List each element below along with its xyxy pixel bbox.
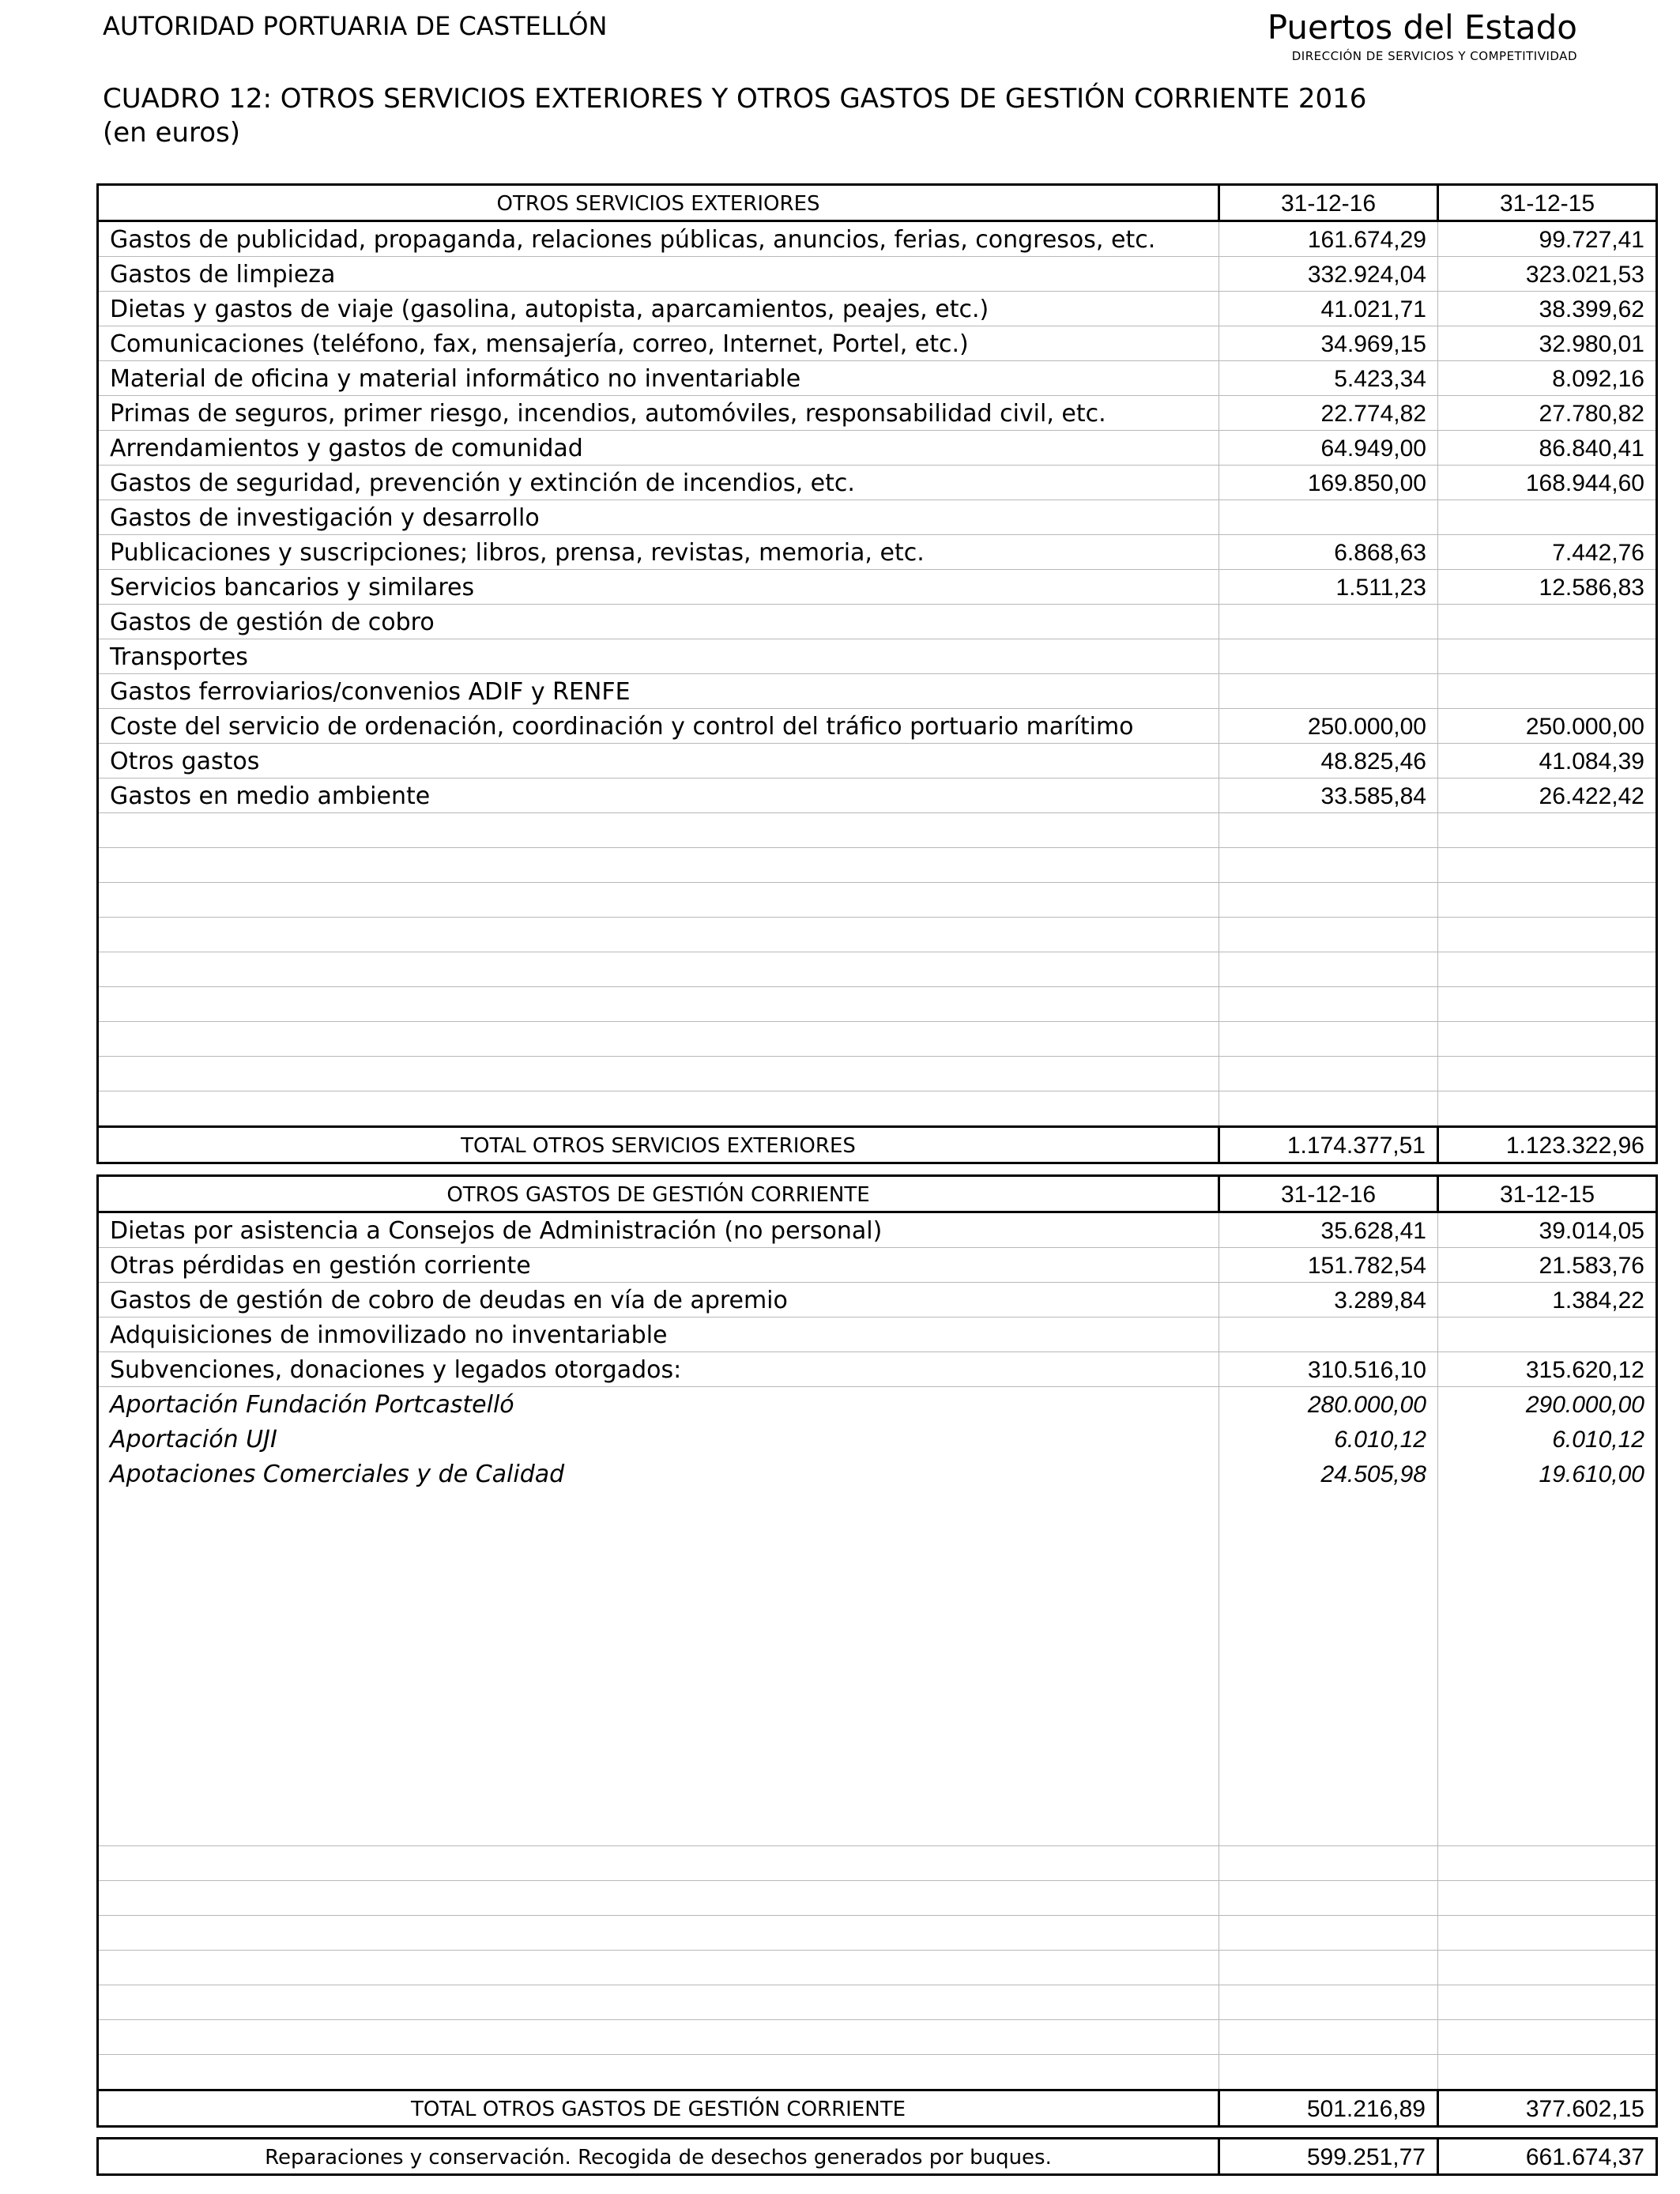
value-2016 bbox=[1219, 1951, 1438, 1985]
value-2016: 48.825,46 bbox=[1219, 744, 1438, 778]
row-label: Transportes bbox=[98, 639, 1219, 674]
table-row bbox=[98, 1846, 1657, 1881]
table-row bbox=[98, 883, 1657, 918]
table-row bbox=[98, 605, 1657, 639]
value-2016: 41.021,71 bbox=[1219, 292, 1438, 326]
table-row bbox=[98, 1916, 1657, 1951]
value-2015 bbox=[1438, 674, 1657, 709]
otros-gastos-gestion-table bbox=[96, 1174, 1658, 2128]
row-label: Comunicaciones (teléfono, fax, mensajería, correo, Internet, Portel, etc.) bbox=[98, 326, 1219, 361]
table-row bbox=[98, 2055, 1657, 2090]
value-2015 bbox=[1438, 605, 1657, 639]
value-2016 bbox=[1219, 1916, 1438, 1951]
total-2015: 377.602,15 bbox=[1438, 2090, 1657, 2127]
value-2015 bbox=[1438, 952, 1657, 987]
row-label bbox=[98, 1846, 1219, 1881]
row-label bbox=[98, 1985, 1219, 2020]
table-heading: OTROS SERVICIOS EXTERIORES bbox=[98, 185, 1219, 221]
value-2015: 86.840,41 bbox=[1438, 431, 1657, 466]
table-row bbox=[98, 1951, 1657, 1985]
table-row bbox=[98, 221, 1657, 257]
row-label bbox=[98, 987, 1219, 1022]
row-label bbox=[98, 1881, 1219, 1916]
value-2015: 8.092,16 bbox=[1438, 361, 1657, 396]
table-row bbox=[98, 326, 1657, 361]
value-2016 bbox=[1219, 918, 1438, 952]
row-label bbox=[98, 1916, 1219, 1951]
value-2016: 151.782,54 bbox=[1219, 1248, 1438, 1283]
table-row bbox=[98, 257, 1657, 292]
total-2016: 501.216,89 bbox=[1219, 2090, 1438, 2127]
row-label bbox=[98, 2020, 1219, 2055]
row-label: Gastos de limpieza bbox=[98, 257, 1219, 292]
row-label: Adquisiciones de inmovilizado no inventariable bbox=[98, 1318, 1219, 1352]
row-label: Dietas y gastos de viaje (gasolina, autopista, aparcamientos, peajes, etc.) bbox=[98, 292, 1219, 326]
table-row bbox=[98, 570, 1657, 605]
total-2015: 1.123.322,96 bbox=[1438, 1127, 1657, 1163]
row-label bbox=[98, 813, 1219, 848]
table-row bbox=[98, 918, 1657, 952]
value-2015: 661.674,37 bbox=[1438, 2139, 1657, 2175]
value-2015: 323.021,53 bbox=[1438, 257, 1657, 292]
value-2016: 169.850,00 bbox=[1219, 466, 1438, 500]
column-header-2015: 31-12-15 bbox=[1438, 1176, 1657, 1212]
row-label bbox=[98, 1491, 1219, 1846]
value-2016: 3.289,84 bbox=[1219, 1283, 1438, 1318]
table-row bbox=[98, 1422, 1657, 1457]
row-label: Primas de seguros, primer riesgo, incendios, automóviles, responsabilidad civil, etc. bbox=[98, 396, 1219, 431]
value-2015 bbox=[1438, 1916, 1657, 1951]
total-row bbox=[98, 1127, 1657, 1163]
value-2015 bbox=[1438, 639, 1657, 674]
row-label: Publicaciones y suscripciones; libros, prensa, revistas, memoria, etc. bbox=[98, 535, 1219, 570]
table-row bbox=[98, 848, 1657, 883]
value-2016 bbox=[1219, 500, 1438, 535]
value-2016 bbox=[1219, 1985, 1438, 2020]
table-row bbox=[98, 709, 1657, 744]
value-2016 bbox=[1219, 2055, 1438, 2090]
table-row bbox=[98, 2139, 1657, 2175]
value-2015 bbox=[1438, 500, 1657, 535]
row-label: Subvenciones, donaciones y legados otorgados: bbox=[98, 1352, 1219, 1387]
table-row bbox=[98, 1022, 1657, 1057]
value-2015: 6.010,12 bbox=[1438, 1422, 1657, 1457]
row-label bbox=[98, 1022, 1219, 1057]
value-2015: 99.727,41 bbox=[1438, 221, 1657, 257]
value-2016: 250.000,00 bbox=[1219, 709, 1438, 744]
value-2016: 6.010,12 bbox=[1219, 1422, 1438, 1457]
row-label bbox=[98, 2055, 1219, 2090]
table-row bbox=[98, 639, 1657, 674]
value-2016: 24.505,98 bbox=[1219, 1457, 1438, 1491]
row-label: Arrendamientos y gastos de comunidad bbox=[98, 431, 1219, 466]
column-header-2016: 31-12-16 bbox=[1219, 1176, 1438, 1212]
row-label: Aportación UJI bbox=[98, 1422, 1219, 1457]
value-2015: 290.000,00 bbox=[1438, 1387, 1657, 1422]
value-2016 bbox=[1219, 952, 1438, 987]
otros-servicios-exteriores-table bbox=[96, 183, 1658, 1164]
value-2016 bbox=[1219, 1846, 1438, 1881]
value-2016 bbox=[1219, 813, 1438, 848]
row-label bbox=[98, 952, 1219, 987]
value-2016 bbox=[1219, 605, 1438, 639]
row-label: Gastos de investigación y desarrollo bbox=[98, 500, 1219, 535]
value-2015 bbox=[1438, 813, 1657, 848]
value-2016 bbox=[1219, 1022, 1438, 1057]
empty-space-row bbox=[98, 1491, 1657, 1846]
value-2015: 21.583,76 bbox=[1438, 1248, 1657, 1283]
table-row bbox=[98, 2020, 1657, 2055]
value-2015: 168.944,60 bbox=[1438, 466, 1657, 500]
value-2016 bbox=[1219, 1091, 1438, 1127]
value-2016: 33.585,84 bbox=[1219, 778, 1438, 813]
value-2016: 22.774,82 bbox=[1219, 396, 1438, 431]
row-label bbox=[98, 1091, 1219, 1127]
organization-name: AUTORIDAD PORTUARIA DE CASTELLÓN bbox=[103, 11, 608, 41]
page-subtitle: (en euros) bbox=[103, 117, 241, 149]
value-2016: 332.924,04 bbox=[1219, 257, 1438, 292]
value-2016 bbox=[1219, 1057, 1438, 1091]
value-2016 bbox=[1219, 1491, 1438, 1846]
value-2016: 34.969,15 bbox=[1219, 326, 1438, 361]
value-2015 bbox=[1438, 1491, 1657, 1846]
table-row bbox=[98, 1091, 1657, 1127]
value-2015: 38.399,62 bbox=[1438, 292, 1657, 326]
table-row bbox=[98, 744, 1657, 778]
value-2015: 32.980,01 bbox=[1438, 326, 1657, 361]
value-2015 bbox=[1438, 883, 1657, 918]
value-2016: 280.000,00 bbox=[1219, 1387, 1438, 1422]
table-row bbox=[98, 674, 1657, 709]
table-header-row bbox=[98, 185, 1657, 221]
value-2015 bbox=[1438, 918, 1657, 952]
reparaciones-table bbox=[96, 2137, 1658, 2176]
value-2016 bbox=[1219, 674, 1438, 709]
value-2015: 19.610,00 bbox=[1438, 1457, 1657, 1491]
row-label: Coste del servicio de ordenación, coordinación y control del tráfico portuario marítimo bbox=[98, 709, 1219, 744]
table-row bbox=[98, 1212, 1657, 1248]
row-label: Gastos ferroviarios/convenios ADIF y RENFE bbox=[98, 674, 1219, 709]
value-2016 bbox=[1219, 848, 1438, 883]
row-label: Otros gastos bbox=[98, 744, 1219, 778]
value-2015: 7.442,76 bbox=[1438, 535, 1657, 570]
value-2016 bbox=[1219, 987, 1438, 1022]
value-2016: 5.423,34 bbox=[1219, 361, 1438, 396]
value-2015 bbox=[1438, 1022, 1657, 1057]
table-row bbox=[98, 987, 1657, 1022]
value-2016: 64.949,00 bbox=[1219, 431, 1438, 466]
value-2015 bbox=[1438, 1318, 1657, 1352]
table-row bbox=[98, 396, 1657, 431]
table-heading: OTROS GASTOS DE GESTIÓN CORRIENTE bbox=[98, 1176, 1219, 1212]
row-label: Reparaciones y conservación. Recogida de desechos generados por buques. bbox=[98, 2139, 1219, 2175]
table-row bbox=[98, 813, 1657, 848]
brand-name: Puertos del Estado bbox=[1267, 8, 1577, 47]
value-2015 bbox=[1438, 1951, 1657, 1985]
value-2015: 41.084,39 bbox=[1438, 744, 1657, 778]
table-row bbox=[98, 1985, 1657, 2020]
value-2015 bbox=[1438, 987, 1657, 1022]
page-title: CUADRO 12: OTROS SERVICIOS EXTERIORES Y OTROS GASTOS DE GESTIÓN CORRIENTE 2016 bbox=[103, 83, 1367, 115]
row-label: Material de oficina y material informático no inventariable bbox=[98, 361, 1219, 396]
value-2015: 26.422,42 bbox=[1438, 778, 1657, 813]
value-2015: 315.620,12 bbox=[1438, 1352, 1657, 1387]
table-row bbox=[98, 1457, 1657, 1491]
value-2015: 250.000,00 bbox=[1438, 709, 1657, 744]
row-label: Dietas por asistencia a Consejos de Administración (no personal) bbox=[98, 1212, 1219, 1248]
table-row bbox=[98, 1352, 1657, 1387]
value-2016 bbox=[1219, 883, 1438, 918]
total-2016: 1.174.377,51 bbox=[1219, 1127, 1438, 1163]
value-2015: 1.384,22 bbox=[1438, 1283, 1657, 1318]
table-row bbox=[98, 1881, 1657, 1916]
row-label bbox=[98, 918, 1219, 952]
brand-subtitle: DIRECCIÓN DE SERVICIOS Y COMPETITIVIDAD bbox=[1291, 49, 1577, 63]
value-2015 bbox=[1438, 1091, 1657, 1127]
total-label: TOTAL OTROS GASTOS DE GESTIÓN CORRIENTE bbox=[98, 2090, 1219, 2127]
table-row bbox=[98, 1283, 1657, 1318]
value-2015: 12.586,83 bbox=[1438, 570, 1657, 605]
value-2016 bbox=[1219, 2020, 1438, 2055]
row-label: Gastos en medio ambiente bbox=[98, 778, 1219, 813]
value-2015 bbox=[1438, 2020, 1657, 2055]
row-label bbox=[98, 848, 1219, 883]
value-2016: 161.674,29 bbox=[1219, 221, 1438, 257]
value-2016: 599.251,77 bbox=[1219, 2139, 1438, 2175]
total-row bbox=[98, 2090, 1657, 2127]
value-2015 bbox=[1438, 2055, 1657, 2090]
column-header-2016: 31-12-16 bbox=[1219, 185, 1438, 221]
row-label: Servicios bancarios y similares bbox=[98, 570, 1219, 605]
row-label: Apotaciones Comerciales y de Calidad bbox=[98, 1457, 1219, 1491]
table-header-row bbox=[98, 1176, 1657, 1212]
value-2016 bbox=[1219, 639, 1438, 674]
value-2015: 39.014,05 bbox=[1438, 1212, 1657, 1248]
row-label: Gastos de gestión de cobro de deudas en vía de apremio bbox=[98, 1283, 1219, 1318]
table-row bbox=[98, 778, 1657, 813]
row-label: Aportación Fundación Portcastelló bbox=[98, 1387, 1219, 1422]
table-row bbox=[98, 292, 1657, 326]
value-2015 bbox=[1438, 1985, 1657, 2020]
column-header-2015: 31-12-15 bbox=[1438, 185, 1657, 221]
table-row bbox=[98, 1318, 1657, 1352]
row-label: Gastos de gestión de cobro bbox=[98, 605, 1219, 639]
value-2015: 27.780,82 bbox=[1438, 396, 1657, 431]
table-row bbox=[98, 952, 1657, 987]
total-label: TOTAL OTROS SERVICIOS EXTERIORES bbox=[98, 1127, 1219, 1163]
value-2016 bbox=[1219, 1318, 1438, 1352]
row-label bbox=[98, 883, 1219, 918]
value-2015 bbox=[1438, 1846, 1657, 1881]
row-label: Otras pérdidas en gestión corriente bbox=[98, 1248, 1219, 1283]
value-2016: 35.628,41 bbox=[1219, 1212, 1438, 1248]
value-2016: 1.511,23 bbox=[1219, 570, 1438, 605]
value-2016: 6.868,63 bbox=[1219, 535, 1438, 570]
table-row bbox=[98, 1248, 1657, 1283]
row-label: Gastos de publicidad, propaganda, relaciones públicas, anuncios, ferias, congresos, etc. bbox=[98, 221, 1219, 257]
table-row bbox=[98, 1057, 1657, 1091]
row-label bbox=[98, 1951, 1219, 1985]
table-row bbox=[98, 535, 1657, 570]
value-2015 bbox=[1438, 1057, 1657, 1091]
table-row bbox=[98, 500, 1657, 535]
value-2015 bbox=[1438, 848, 1657, 883]
value-2015 bbox=[1438, 1881, 1657, 1916]
row-label: Gastos de seguridad, prevención y extinción de incendios, etc. bbox=[98, 466, 1219, 500]
table-row bbox=[98, 431, 1657, 466]
row-label bbox=[98, 1057, 1219, 1091]
table-row bbox=[98, 1387, 1657, 1422]
table-row bbox=[98, 466, 1657, 500]
value-2016 bbox=[1219, 1881, 1438, 1916]
table-row bbox=[98, 361, 1657, 396]
value-2016: 310.516,10 bbox=[1219, 1352, 1438, 1387]
